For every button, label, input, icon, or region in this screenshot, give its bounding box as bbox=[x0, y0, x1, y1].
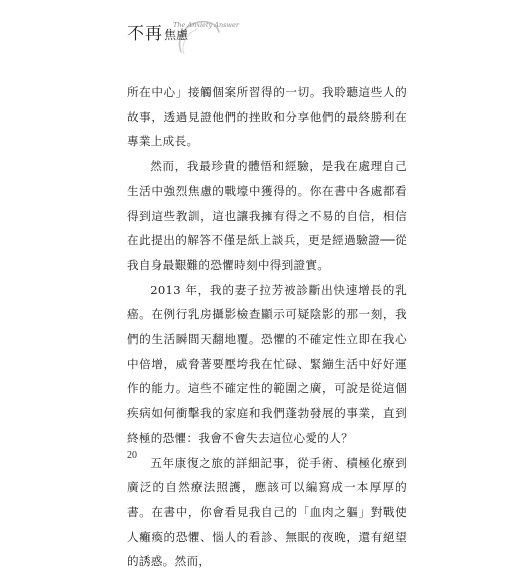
book-subtitle-script: The Anxiety Answer bbox=[173, 21, 239, 29]
running-head bbox=[127, 22, 327, 54]
paragraph-1: 所在中心」接觸個案所習得的一切。我聆聽這些人的故事，透過見證他們的挫敗和分享他們的最終勝利在專業上成長。 bbox=[127, 85, 407, 149]
paragraph-4: 五年康復之旅的詳細記事，從手術、積極化療到廣泛的自然療法照護，應該可以編寫成一本厚厚的書。在書中，你會看見我自己的「血肉之軀」對戰使人癱瘓的恐懼、惱人的看診、無眠的夜晚，還有絕望的誘惑。然而， bbox=[127, 455, 407, 569]
page-number: 20 bbox=[127, 450, 137, 461]
book-title-small: 焦慮 bbox=[164, 28, 189, 42]
book-title-large: 不再 bbox=[127, 24, 163, 44]
paragraph-3: 2013 年，我的妻子拉芳被診斷出快速增長的乳癌。在例行乳房攝影檢查顯示可疑陰影的那一刻，我們的生活瞬間天翻地覆。恐懼的不確定性立即在我心中倍增，威脅著要壓垮我在忙碌、緊繃生活中好好運作的能力。這些不確定性的範圍之廣，可說是從這個疾病如何衝擊我的家庭和我們蓬勃發展的事業，直到終極的恐懼：我會不會失去這位心愛的人？ bbox=[127, 282, 407, 445]
paragraph-2: 然而，我最珍貴的體悟和經驗，是我在處理自己生活中強烈焦慮的戰壕中獲得的。你在書中各處都看得到這些教訓，這也讓我擁有得之不易的自信，相信在此提出的解答不僅是紙上談兵，更是經過驗證──從我自身最艱難的恐懼時刻中得到證實。 bbox=[127, 159, 407, 272]
